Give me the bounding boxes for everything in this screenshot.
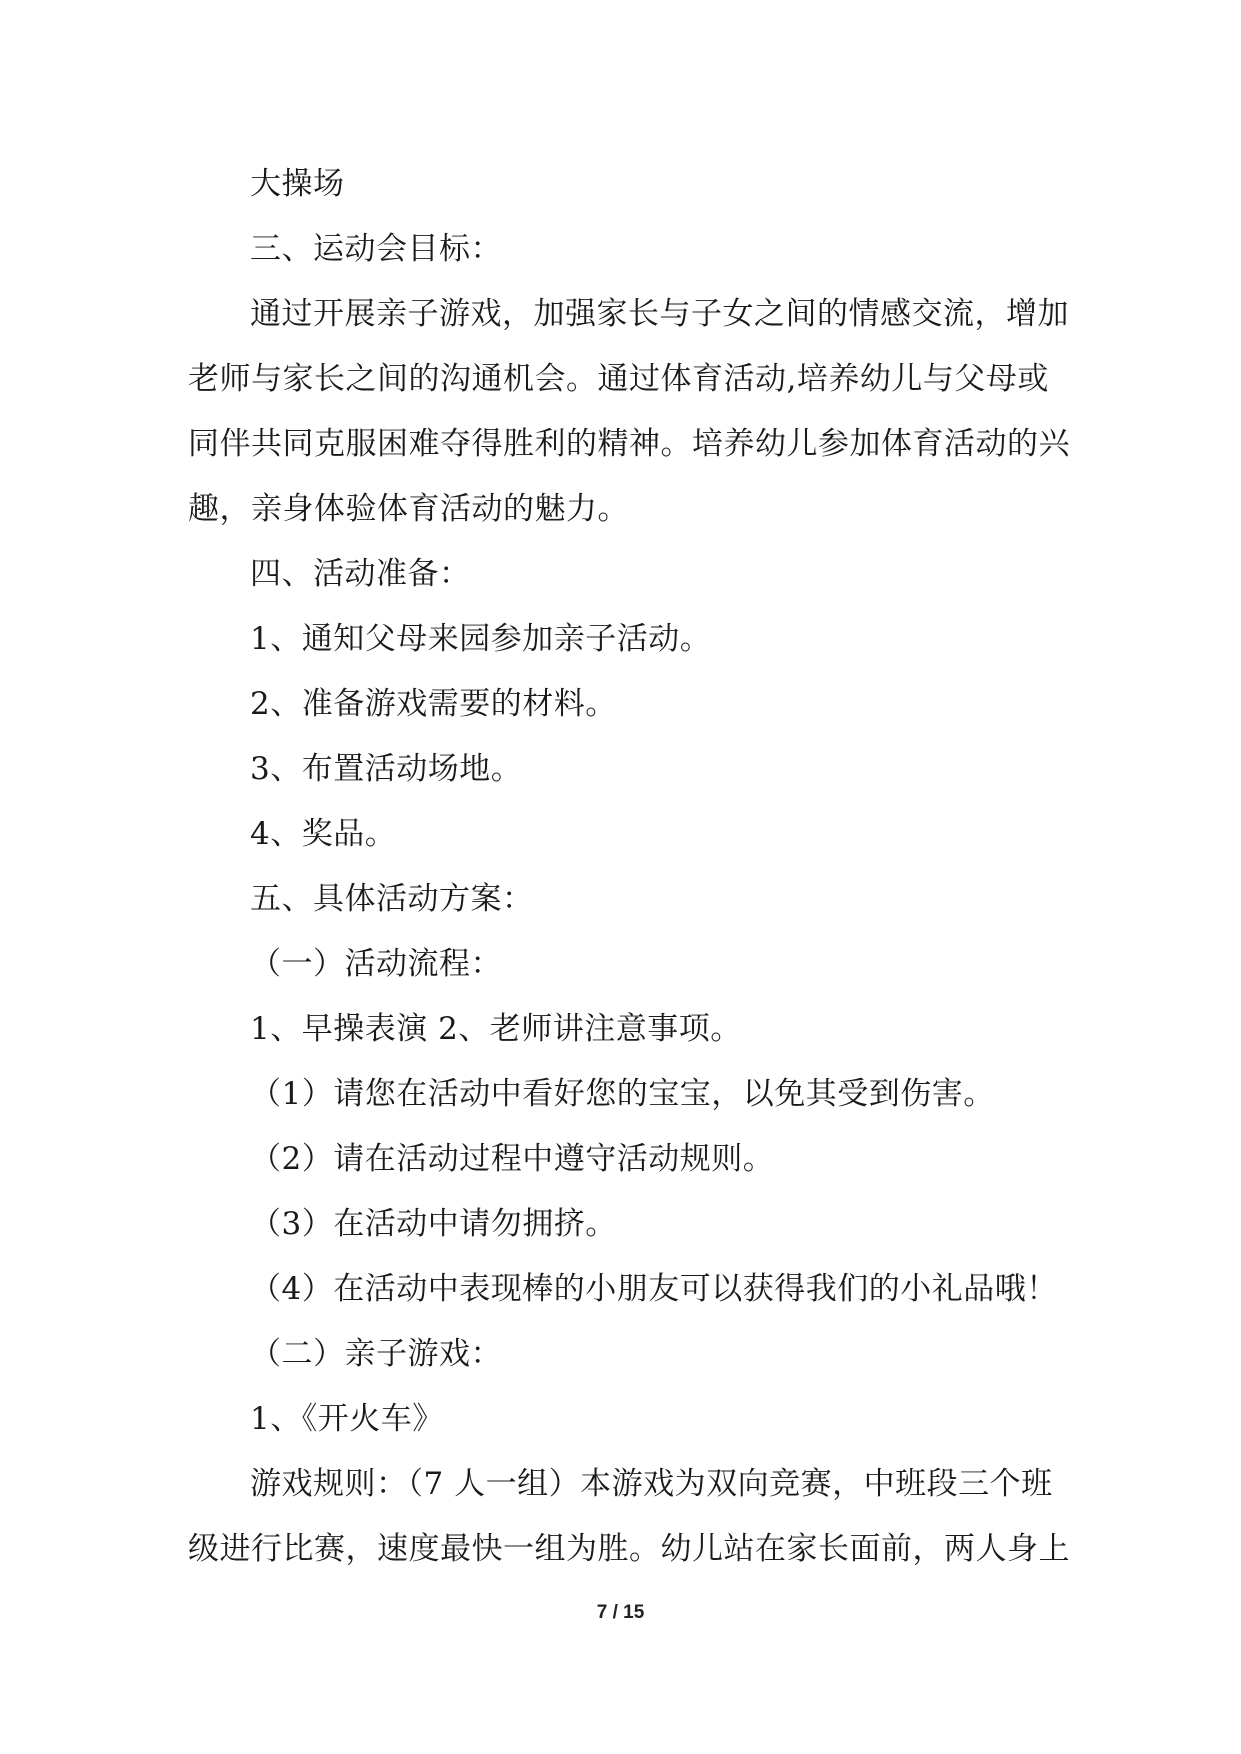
list-item: （2）请在活动过程中遵守活动规则。 xyxy=(250,1141,775,1177)
document-body xyxy=(188,152,1070,1582)
text-line: 同伴共同克服困难夺得胜利的精神。培养幼儿参加体育活动的兴 xyxy=(188,426,1070,462)
list-item: 1、《开火车》 xyxy=(250,1401,444,1437)
text-line: 趣，亲身体验体育活动的魅力。 xyxy=(188,491,629,527)
subsection-heading: （二）亲子游戏： xyxy=(250,1336,502,1372)
page-number: 7 / 15 xyxy=(596,1602,645,1623)
text-line: 通过开展亲子游戏，加强家长与子女之间的情感交流，增加 xyxy=(250,296,1069,332)
list-item: （1）请您在活动中看好您的宝宝，以免其受到伤害。 xyxy=(250,1076,995,1112)
list-item: （3）在活动中请勿拥挤。 xyxy=(250,1206,617,1242)
list-item: 1、通知父母来园参加亲子活动。 xyxy=(250,621,712,657)
list-item: 3、布置活动场地。 xyxy=(250,751,523,787)
section-heading: 四、活动准备： xyxy=(250,556,471,592)
section-heading: 三、运动会目标： xyxy=(250,231,502,267)
text-line: 游戏规则：（7 人一组）本游戏为双向竞赛，中班段三个班 xyxy=(250,1466,1053,1502)
text-line: 大操场 xyxy=(250,166,345,202)
subsection-heading: （一）活动流程： xyxy=(250,946,502,982)
list-item: 4、奖品。 xyxy=(250,816,397,852)
list-item: （4）在活动中表现棒的小朋友可以获得我们的小礼品哦！ xyxy=(250,1271,1058,1307)
list-item: 2、准备游戏需要的材料。 xyxy=(250,686,617,722)
text-line: 老师与家长之间的沟通机会。通过体育活动,培养幼儿与父母或 xyxy=(188,361,1049,397)
section-heading: 五、具体活动方案： xyxy=(250,881,534,917)
list-item: 1、早操表演 2、老师讲注意事项。 xyxy=(250,1011,742,1047)
text-line: 级进行比赛，速度最快一组为胜。幼儿站在家长面前，两人身上 xyxy=(188,1531,1070,1567)
